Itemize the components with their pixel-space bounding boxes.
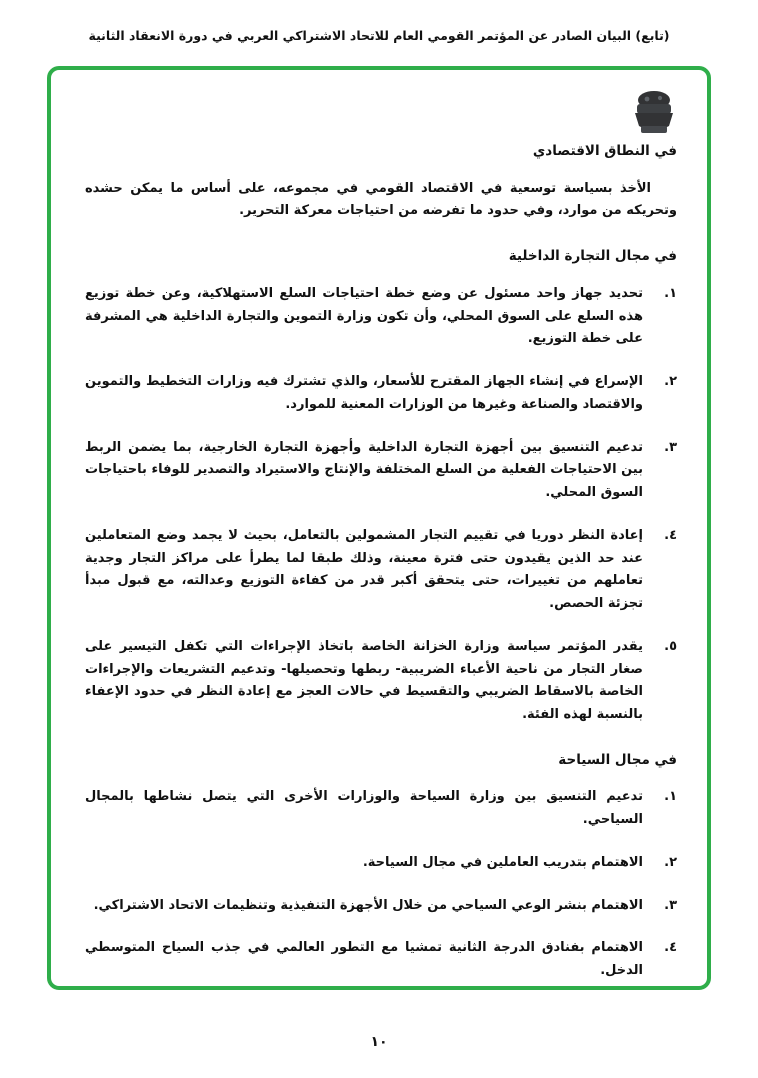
internal-trade-item-3 [85, 437, 677, 505]
item-text: الاهتمام بفنادق الدرجة الثانية تمشيا مع التطور العالمي في جذب السياح المتوسطي الدخل. [85, 940, 643, 979]
item-number: ١. [664, 789, 677, 805]
item-text: تدعيم التنسيق بين وزارة السياحة والوزارات الأخرى التي يتصل نشاطها بالمجال السياحي. [85, 789, 643, 828]
tourism-item-1 [85, 786, 677, 832]
document-header-title: (تابع) البيان الصادر عن المؤتمر القومي العام للاتحاد الاشتراكي العربي في دورة الانعقاد الثانية [88, 28, 670, 43]
internal-trade-item-5 [85, 636, 677, 727]
section-title-internal-trade: في مجال التجارة الداخلية [508, 248, 677, 265]
item-text: الاهتمام بنشر الوعي السياحي من خلال الأجهزة التنفيذية وتنظيمات الاتحاد الاشتراكي. [93, 897, 643, 913]
document-body [85, 136, 677, 979]
item-text: إعادة النظر دوريا في تقييم التجار المشمولين بالتعامل، بحيث لا يجمد وضع المتعاملين عند حد الذين يقيدون حتى فترة معينة، وذلك طبقا لما يطرأ على مراكز التجار وجدية تعاملهم من تغييرات، حتى يتحقق أكبر قدر من كفاءة التوزيع وعدالته، مع قبول مبدأ تجزئة الحصص. [85, 527, 643, 611]
item-number: ٣. [664, 439, 677, 455]
item-text: تدعيم التنسيق بين أجهزة التجارة الداخلية وأجهزة التجارة الخارجية، بما يضمن الربط بين الاحتياجات الفعلية من السلع المختلفة والإنتاج والاستيراد والتصدير للوفاء باحتياجات السوق المحلي. [85, 439, 643, 500]
green-border-frame [47, 66, 711, 990]
economic-scope-paragraph: الأخذ بسياسة توسعية في الاقتصاد القومي في مجموعه، على أساس ما يمكن حشده وتحريكه من موارد، وفي حدود ما تفرضه من احتياجات معركة التحرير. [85, 180, 677, 219]
item-text: تحديد جهاز واحد مسئول عن وضع خطة احتياجات السلع الاستهلاكية، وعن خطة توزيع هذه السلع على السوق المحلي، وأن تكون وزارة التموين والتجارة الداخلية هي المشرفة على خطة التوزيع. [85, 285, 643, 347]
item-number: ٢. [664, 854, 677, 870]
section-title-economic-scope: في النطاق الاقتصادي [532, 143, 677, 159]
page-number: ١٠ [370, 1034, 388, 1050]
item-number: ٥. [664, 638, 677, 654]
item-number: ١. [664, 285, 677, 301]
item-text: يقدر المؤتمر سياسة وزارة الخزانة الخاصة باتخاذ الإجراءات التي تكفل التيسير على صغار التجار من ناحية الأعباء الضريبية- ربطها وتحصيلها- وتدعيم التشريعات والإجراءات الخاصة بالاسقاط الضريبي والتقسيط في حالات العجز مع إعادة النظر في حدود الإعفاء بالنسبة لهذه الفئة. [85, 638, 643, 722]
tourism-item-2 [85, 852, 677, 875]
item-number: ٤. [664, 940, 677, 956]
internal-trade-item-2 [85, 371, 677, 417]
internal-trade-item-4 [85, 525, 677, 616]
tourism-item-4 [85, 937, 677, 983]
section-title-tourism: في مجال السياحة [558, 751, 677, 768]
item-number: ٤. [664, 527, 677, 543]
official-stamp-emblem-icon [629, 86, 679, 138]
item-text: الإسراع في إنشاء الجهاز المقترح للأسعار، والذي تشترك فيه وزارات التخطيط والتموين والاقتصاد والصناعة وغيرها من الوزارات المعنية للموارد. [85, 374, 643, 412]
tourism-item-3 [85, 895, 677, 918]
item-text: الاهتمام بتدريب العاملين في مجال السياحة. [362, 854, 643, 870]
internal-trade-item-1 [85, 283, 677, 351]
item-number: ٢. [664, 374, 677, 389]
item-number: ٣. [664, 897, 677, 913]
